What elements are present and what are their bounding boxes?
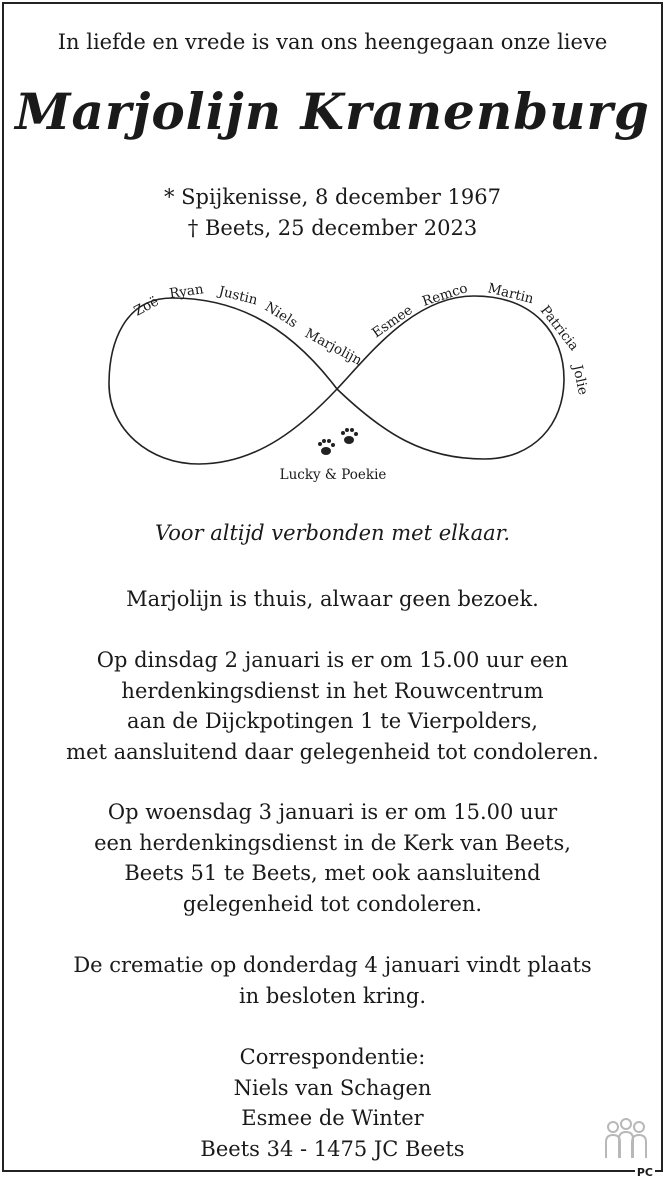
text-line: Beets 34 - 1475 JC Beets (200, 1136, 465, 1161)
publisher-mark: PC (636, 1166, 653, 1179)
birth-date: * Spijkenisse, 8 december 1967 (164, 185, 501, 209)
paragraph-service-2 (4, 797, 661, 919)
text-line: herdenkingsdienst in het Rouwcentrum (121, 678, 544, 703)
deceased-name: Marjolijn Kranenburg (15, 82, 650, 141)
intro-text: In liefde en vrede is van ons heengegaan onze lieve (57, 30, 608, 54)
text-line: gelegenheid tot condoleren. (182, 891, 483, 916)
text-line: De crematie op donderdag 4 januari vindt plaats (73, 953, 592, 977)
text-line: een herdenkingsdienst in de Kerk van Beets, (94, 830, 571, 855)
infinity-family-illustration (4, 254, 669, 494)
paragraph-cremation (4, 950, 661, 1011)
family-name: Niels (261, 298, 301, 332)
text-line: met aansluitend daar gelegenheid tot condoleren. (66, 739, 599, 764)
pets-label: Lucky & Poekie (279, 467, 387, 483)
paw-prints-icon (318, 428, 358, 455)
text-line: in besloten kring. (238, 983, 427, 1008)
text-line: Niels van Schagen (233, 1075, 432, 1100)
family-name: Martin (486, 280, 536, 308)
family-logo-icon (599, 1118, 653, 1162)
family-name: Justin (217, 283, 260, 309)
paragraph-home (4, 584, 661, 615)
motto: Voor altijd verbonden met elkaar. (154, 521, 511, 545)
family-name: Zoë (131, 293, 162, 320)
death-date: † Beets, 25 december 2023 (187, 216, 478, 240)
family-name: Marjolijn (302, 325, 365, 369)
text-line: aan de Dijckpotingen 1 te Vierpolders, (127, 709, 538, 733)
family-name: Patricia (536, 302, 582, 354)
infinity-symbol-icon (109, 296, 564, 464)
paragraph-service-1 (4, 645, 661, 767)
text-line: Esmee de Winter (241, 1106, 424, 1130)
family-name: Remco (420, 280, 470, 310)
text-line: Beets 51 te Beets, met ook aansluitend (124, 861, 541, 885)
text-line: Op woensdag 3 januari is er om 15.00 uur (107, 800, 558, 824)
text-line: Correspondentie: (239, 1045, 426, 1069)
family-name: Ryan (168, 281, 205, 302)
family-name: Jolie (569, 363, 592, 397)
text-line: Marjolijn is thuis, alwaar geen bezoek. (126, 587, 539, 611)
correspondence-block (4, 1042, 661, 1164)
text-line: Op dinsdag 2 januari is er om 15.00 uur een (96, 648, 569, 672)
death-notice-card (2, 2, 663, 1179)
family-name: Esmee (369, 302, 416, 342)
